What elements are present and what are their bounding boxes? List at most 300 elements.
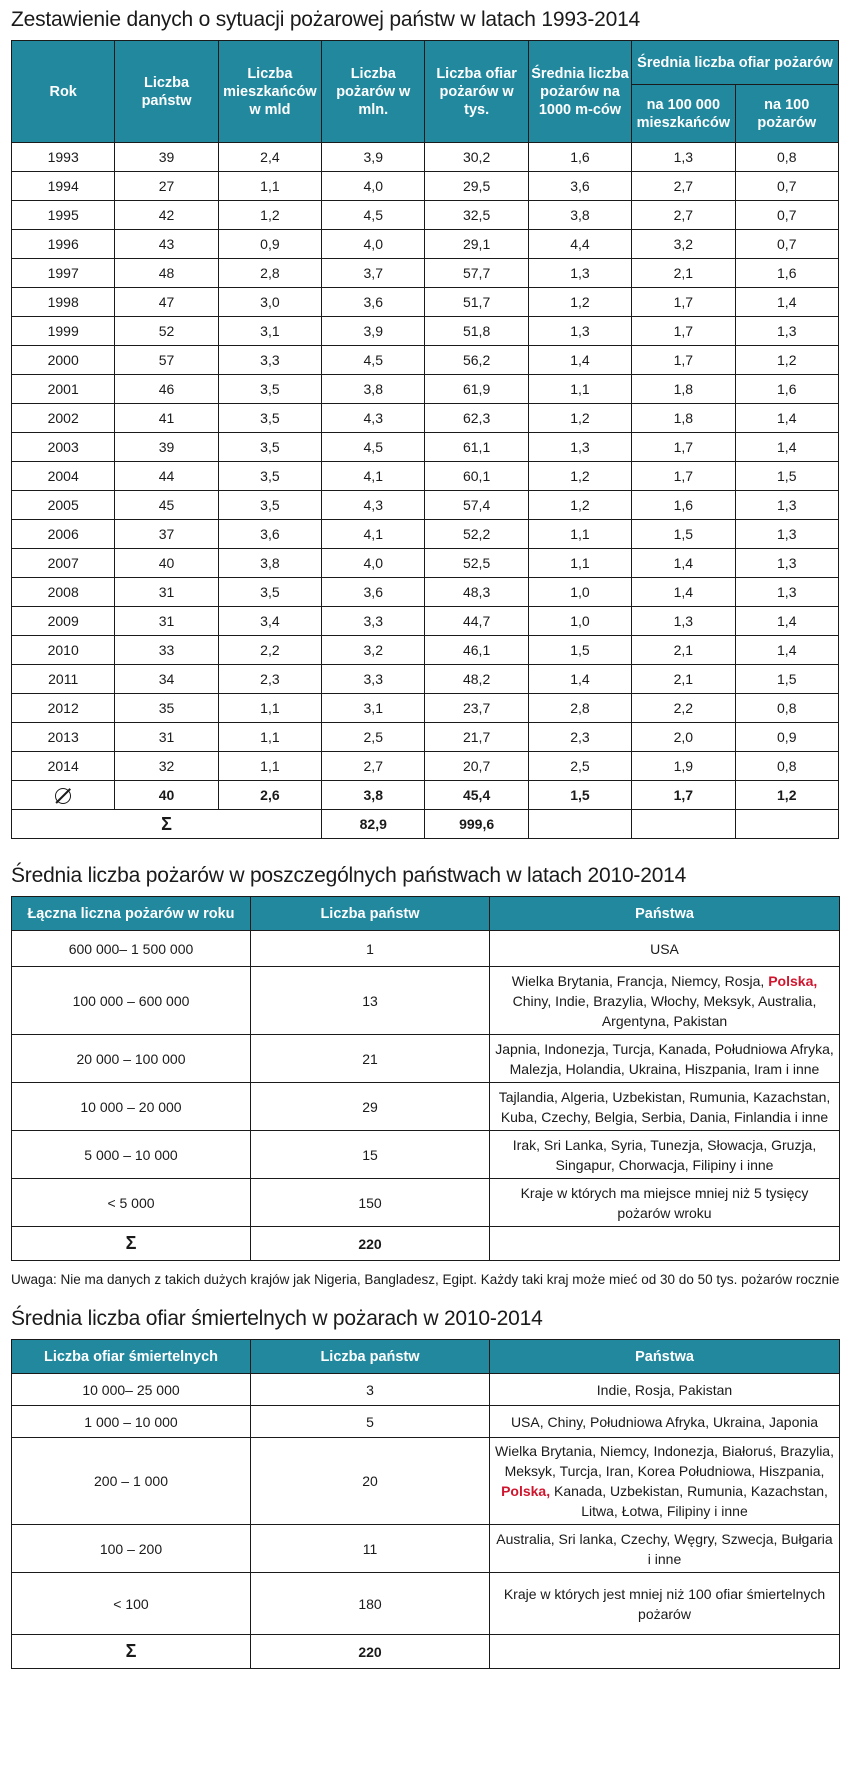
- fires-per-1000-cell: 2,5: [528, 752, 631, 781]
- victims-per-100-fires-cell: 0,8: [735, 143, 838, 172]
- year-cell: 2006: [12, 520, 115, 549]
- victims-per-100000-cell: 1,7: [632, 462, 735, 491]
- countries-cell: 52: [115, 317, 218, 346]
- average-symbol-icon: [55, 788, 71, 804]
- table-row: [12, 549, 839, 578]
- table-row: [12, 694, 839, 723]
- fires-cell: 4,0: [322, 549, 425, 578]
- highlight-country: Polska,: [501, 1483, 551, 1499]
- countries-list-cell: [490, 1573, 840, 1635]
- victims-cell: 44,7: [425, 607, 528, 636]
- header-liczba-panstw: Liczba państw: [251, 1340, 490, 1374]
- population-cell: 3,5: [218, 462, 321, 491]
- victims-cell: 52,5: [425, 549, 528, 578]
- fires-per-1000-cell: 2,3: [528, 723, 631, 752]
- sum-count: 220: [251, 1635, 490, 1669]
- average-cell: 45,4: [425, 781, 528, 810]
- table-row: [12, 931, 840, 967]
- sum-cell: 999,6: [425, 810, 528, 839]
- victims-per-100-fires-cell: 1,4: [735, 607, 838, 636]
- fires-per-1000-cell: 1,2: [528, 404, 631, 433]
- fires-cell: 4,3: [322, 404, 425, 433]
- fires-per-1000-cell: 1,4: [528, 346, 631, 375]
- fires-per-1000-cell: 1,3: [528, 259, 631, 288]
- year-cell: 1994: [12, 172, 115, 201]
- fires-per-1000-cell: 3,8: [528, 201, 631, 230]
- victims-cell: 51,8: [425, 317, 528, 346]
- countries-text: Japnia, Indonezja, Turcja, Kanada, Południowa Afryka, Malezja, Holandia, Ukraina, Hiszpania, Iram i inne: [495, 1040, 834, 1077]
- header-na-100: na 100 pożarów: [735, 85, 838, 143]
- fires-per-1000-cell: 1,1: [528, 549, 631, 578]
- countries-cell: 31: [115, 578, 218, 607]
- countries-cell: 31: [115, 723, 218, 752]
- victims-cell: 57,4: [425, 491, 528, 520]
- victims-per-100000-cell: 2,1: [632, 665, 735, 694]
- range-cell: < 100: [12, 1573, 251, 1635]
- table-row: [12, 288, 839, 317]
- population-cell: 3,5: [218, 404, 321, 433]
- fires-cell: 3,6: [322, 578, 425, 607]
- countries-cell: 42: [115, 201, 218, 230]
- year-cell: 1993: [12, 143, 115, 172]
- average-cell: 1,7: [632, 781, 735, 810]
- count-cell: 13: [251, 967, 490, 1035]
- countries-list-cell: [490, 931, 840, 967]
- average-cell: 40: [115, 781, 218, 810]
- victims-per-100000-cell: 1,9: [632, 752, 735, 781]
- victims-per-100-fires-cell: 1,3: [735, 549, 838, 578]
- victims-per-100000-cell: 1,7: [632, 288, 735, 317]
- population-cell: 3,1: [218, 317, 321, 346]
- victims-per-100000-cell: 1,7: [632, 433, 735, 462]
- countries-cell: 39: [115, 433, 218, 462]
- range-cell: 200 – 1 000: [12, 1438, 251, 1525]
- table-row: [12, 1406, 840, 1438]
- victims-per-100-fires-cell: 0,7: [735, 172, 838, 201]
- victims-per-100-fires-cell: 1,6: [735, 259, 838, 288]
- header-laczna-liczba: Łączna liczna pożarów w roku: [12, 897, 251, 931]
- population-cell: 2,2: [218, 636, 321, 665]
- fires-per-1000-cell: 1,0: [528, 578, 631, 607]
- sum-row: [12, 1635, 840, 1669]
- countries-text: Kanada, Uzbekistan, Rumunia, Kazachstan, Litwa, Łotwa, Filipiny i inne: [550, 1483, 828, 1519]
- victims-per-100-fires-cell: 1,3: [735, 317, 838, 346]
- victims-cell: 21,7: [425, 723, 528, 752]
- fires-cell: 2,7: [322, 752, 425, 781]
- countries-list-cell: [490, 1374, 840, 1406]
- year-cell: 2011: [12, 665, 115, 694]
- header-na-100000: na 100 000 mieszkańców: [632, 85, 735, 143]
- countries-text: USA, Chiny, Południowa Afryka, Ukraina, Japonia: [510, 1413, 819, 1430]
- fires-cell: 3,7: [322, 259, 425, 288]
- header-liczba-panstw: Liczba państw: [251, 897, 490, 931]
- fires-per-1000-cell: 1,5: [528, 636, 631, 665]
- table-row: [12, 1131, 840, 1179]
- countries-list-cell: [490, 1179, 840, 1227]
- countries-text: Kraje w których jest mniej niż 100 ofiar śmiertelnych pożarów: [503, 1585, 826, 1622]
- fires-by-country-body: [12, 931, 840, 1227]
- victims-per-100000-cell: 2,1: [632, 259, 735, 288]
- header-srednia-ofiar: Średnia liczba ofiar pożarów: [632, 41, 839, 85]
- fires-by-country-table: [11, 896, 840, 1261]
- fires-per-1000-cell: 1,2: [528, 288, 631, 317]
- countries-list-cell: [490, 1525, 840, 1573]
- victims-per-100-fires-cell: 1,3: [735, 491, 838, 520]
- year-cell: 2003: [12, 433, 115, 462]
- year-cell: 2000: [12, 346, 115, 375]
- table-row: [12, 462, 839, 491]
- fires-cell: 4,5: [322, 201, 425, 230]
- population-cell: 2,3: [218, 665, 321, 694]
- year-cell: 2014: [12, 752, 115, 781]
- range-cell: 5 000 – 10 000: [12, 1131, 251, 1179]
- range-cell: 600 000– 1 500 000: [12, 931, 251, 967]
- countries-list-cell: [490, 1131, 840, 1179]
- population-cell: 1,1: [218, 723, 321, 752]
- countries-cell: 32: [115, 752, 218, 781]
- victims-per-100000-cell: 3,2: [632, 230, 735, 259]
- section1-title: Zestawienie danych o sytuacji pożarowej państw w latach 1993-2014: [11, 8, 641, 31]
- victims-cell: 62,3: [425, 404, 528, 433]
- table-row: [12, 1438, 840, 1525]
- victims-per-100-fires-cell: 1,4: [735, 636, 838, 665]
- average-cell: 3,8: [322, 781, 425, 810]
- victims-per-100-fires-cell: 1,6: [735, 375, 838, 404]
- countries-cell: 47: [115, 288, 218, 317]
- countries-text: Australia, Sri lanka, Czechy, Węgry, Szwecja, Bułgaria i inne: [496, 1530, 833, 1567]
- victims-cell: 56,2: [425, 346, 528, 375]
- fires-per-1000-cell: 1,1: [528, 375, 631, 404]
- year-cell: 2004: [12, 462, 115, 491]
- table-row: [12, 1179, 840, 1227]
- victims-cell: 61,1: [425, 433, 528, 462]
- sum-symbol: Σ: [12, 1635, 251, 1669]
- fires-per-1000-cell: 1,2: [528, 491, 631, 520]
- fires-per-1000-cell: 1,1: [528, 520, 631, 549]
- countries-text: Chiny, Indie, Brazylia, Włochy, Meksyk, Australia, Argentyna, Pakistan: [512, 992, 817, 1029]
- table-row: [12, 607, 839, 636]
- header-mieszkancow: Liczba mieszkańców w mld: [218, 41, 321, 143]
- average-row: [12, 781, 839, 810]
- count-cell: 3: [251, 1374, 490, 1406]
- population-cell: 1,1: [218, 172, 321, 201]
- countries-cell: 31: [115, 607, 218, 636]
- fires-cell: 3,6: [322, 288, 425, 317]
- countries-cell: 40: [115, 549, 218, 578]
- victims-per-100-fires-cell: 0,8: [735, 694, 838, 723]
- header-liczba-panstw: Liczba państw: [115, 41, 218, 143]
- table-row: [12, 1083, 840, 1131]
- victims-per-100-fires-cell: 1,2: [735, 346, 838, 375]
- population-cell: 3,5: [218, 578, 321, 607]
- fires-per-1000-cell: 3,6: [528, 172, 631, 201]
- range-cell: 10 000– 25 000: [12, 1374, 251, 1406]
- fire-statistics-table: [11, 40, 839, 839]
- countries-cell: 37: [115, 520, 218, 549]
- countries-cell: 33: [115, 636, 218, 665]
- table-row: [12, 201, 839, 230]
- year-cell: 1999: [12, 317, 115, 346]
- table-row: [12, 723, 839, 752]
- year-cell: 1997: [12, 259, 115, 288]
- table-row: [12, 1525, 840, 1573]
- fires-per-1000-cell: 2,8: [528, 694, 631, 723]
- victims-per-100000-cell: 1,8: [632, 404, 735, 433]
- header-ofiar: Liczba ofiar pożarów w tys.: [425, 41, 528, 143]
- victims-per-100000-cell: 2,2: [632, 694, 735, 723]
- table-row: [12, 578, 839, 607]
- range-cell: 20 000 – 100 000: [12, 1035, 251, 1083]
- countries-list-cell: [490, 967, 840, 1035]
- victims-per-100000-cell: 1,3: [632, 607, 735, 636]
- victims-per-100000-cell: 1,4: [632, 578, 735, 607]
- header-srednia-pozarow: Średnia liczba pożarów na 1000 m-ców: [528, 41, 631, 143]
- section3-title: Średnia liczba ofiar śmiertelnych w pożarach w 2010-2014: [11, 1307, 543, 1330]
- year-cell: 2002: [12, 404, 115, 433]
- victims-per-100-fires-cell: 1,4: [735, 404, 838, 433]
- fires-cell: 4,5: [322, 346, 425, 375]
- victims-per-100000-cell: 1,6: [632, 491, 735, 520]
- victims-cell: 48,3: [425, 578, 528, 607]
- sum-symbol: Σ: [12, 1227, 251, 1261]
- fires-per-1000-cell: 4,4: [528, 230, 631, 259]
- table-row: [12, 752, 839, 781]
- fires-per-1000-cell: 1,4: [528, 665, 631, 694]
- victims-per-100-fires-cell: 1,5: [735, 665, 838, 694]
- victims-per-100-fires-cell: 0,8: [735, 752, 838, 781]
- victims-per-100-fires-cell: 1,4: [735, 433, 838, 462]
- fires-per-1000-cell: 1,3: [528, 433, 631, 462]
- table-row: [12, 433, 839, 462]
- countries-cell: 43: [115, 230, 218, 259]
- range-cell: < 5 000: [12, 1179, 251, 1227]
- victims-cell: 51,7: [425, 288, 528, 317]
- count-cell: 5: [251, 1406, 490, 1438]
- table-row: [12, 636, 839, 665]
- table-row: [12, 404, 839, 433]
- year-cell: 1998: [12, 288, 115, 317]
- count-cell: 1: [251, 931, 490, 967]
- fires-cell: 3,9: [322, 143, 425, 172]
- fires-cell: 4,0: [322, 230, 425, 259]
- victims-cell: 57,7: [425, 259, 528, 288]
- fire-statistics-body: [12, 143, 839, 781]
- victims-per-100-fires-cell: 1,4: [735, 288, 838, 317]
- population-cell: 3,3: [218, 346, 321, 375]
- fires-cell: 4,1: [322, 520, 425, 549]
- year-cell: 2012: [12, 694, 115, 723]
- victims-cell: 52,2: [425, 520, 528, 549]
- header-liczba-ofiar: Liczba ofiar śmiertelnych: [12, 1340, 251, 1374]
- victims-per-100000-cell: 1,4: [632, 549, 735, 578]
- count-cell: 20: [251, 1438, 490, 1525]
- year-cell: 2001: [12, 375, 115, 404]
- countries-text: Irak, Sri Lanka, Syria, Tunezja, Słowacja, Gruzja, Singapur, Chorwacja, Filipiny i inne: [512, 1136, 817, 1173]
- victims-per-100000-cell: 1,3: [632, 143, 735, 172]
- header-rok: Rok: [12, 41, 115, 143]
- count-cell: 150: [251, 1179, 490, 1227]
- year-cell: 2013: [12, 723, 115, 752]
- countries-cell: 44: [115, 462, 218, 491]
- fatalities-by-country-body: [12, 1374, 840, 1635]
- population-cell: 3,4: [218, 607, 321, 636]
- population-cell: 3,5: [218, 375, 321, 404]
- fires-cell: 4,5: [322, 433, 425, 462]
- range-cell: 100 – 200: [12, 1525, 251, 1573]
- victims-cell: 29,5: [425, 172, 528, 201]
- population-cell: 3,5: [218, 433, 321, 462]
- population-cell: 1,1: [218, 752, 321, 781]
- victims-cell: 46,1: [425, 636, 528, 665]
- table-row: [12, 317, 839, 346]
- fires-cell: 3,2: [322, 636, 425, 665]
- population-cell: 1,1: [218, 694, 321, 723]
- countries-cell: 45: [115, 491, 218, 520]
- table-row: [12, 230, 839, 259]
- population-cell: 1,2: [218, 201, 321, 230]
- fatalities-by-country-table: [11, 1339, 840, 1669]
- population-cell: 3,8: [218, 549, 321, 578]
- fires-cell: 3,8: [322, 375, 425, 404]
- table-row: [12, 520, 839, 549]
- table-row: [12, 375, 839, 404]
- countries-cell: 57: [115, 346, 218, 375]
- countries-text: Kraje w których ma miejsce mniej niż 5 tysięcy pożarów wroku: [520, 1184, 809, 1221]
- table-row: [12, 967, 840, 1035]
- fires-cell: 4,3: [322, 491, 425, 520]
- population-cell: 3,5: [218, 491, 321, 520]
- countries-cell: 46: [115, 375, 218, 404]
- sum-row: [12, 810, 839, 839]
- population-cell: 3,0: [218, 288, 321, 317]
- countries-list-cell: [490, 1035, 840, 1083]
- countries-text: Tajlandia, Algeria, Uzbekistan, Rumunia, Kazachstan, Kuba, Czechy, Belgia, Serbia, Dania, Finlandia i inne: [498, 1088, 831, 1125]
- fires-cell: 3,9: [322, 317, 425, 346]
- year-cell: 2008: [12, 578, 115, 607]
- victims-per-100000-cell: 2,0: [632, 723, 735, 752]
- victims-per-100-fires-cell: 0,7: [735, 230, 838, 259]
- year-cell: 2009: [12, 607, 115, 636]
- year-cell: 1996: [12, 230, 115, 259]
- victims-cell: 23,7: [425, 694, 528, 723]
- victims-per-100-fires-cell: 1,3: [735, 578, 838, 607]
- victims-cell: 60,1: [425, 462, 528, 491]
- population-cell: 2,8: [218, 259, 321, 288]
- table-row: [12, 665, 839, 694]
- countries-text: Wielka Brytania, Niemcy, Indonezja, Białoruś, Brazylia, Meksyk, Turcja, Iran, Korea Południowa, Hiszpania,: [495, 1443, 834, 1479]
- population-cell: 0,9: [218, 230, 321, 259]
- countries-cell: 48: [115, 259, 218, 288]
- victims-per-100000-cell: 1,7: [632, 317, 735, 346]
- victims-per-100000-cell: 2,7: [632, 172, 735, 201]
- average-cell: 1,5: [528, 781, 631, 810]
- average-cell: 1,2: [735, 781, 838, 810]
- average-cell: 2,6: [218, 781, 321, 810]
- table-row: [12, 346, 839, 375]
- table-row: [12, 491, 839, 520]
- year-cell: 2005: [12, 491, 115, 520]
- fires-cell: 4,1: [322, 462, 425, 491]
- sum-row: [12, 1227, 840, 1261]
- fires-per-1000-cell: 1,2: [528, 462, 631, 491]
- victims-cell: 29,1: [425, 230, 528, 259]
- year-cell: 2010: [12, 636, 115, 665]
- range-cell: 10 000 – 20 000: [12, 1083, 251, 1131]
- countries-cell: 41: [115, 404, 218, 433]
- table-row: [12, 1573, 840, 1635]
- victims-per-100000-cell: 1,8: [632, 375, 735, 404]
- countries-text: Indie, Rosja, Pakistan: [596, 1381, 733, 1398]
- victims-per-100000-cell: 2,7: [632, 201, 735, 230]
- victims-per-100-fires-cell: 1,3: [735, 520, 838, 549]
- victims-per-100-fires-cell: 0,9: [735, 723, 838, 752]
- header-pozarow: Liczba pożarów w mln.: [322, 41, 425, 143]
- sum-count: 220: [251, 1227, 490, 1261]
- header-panstwa: Państwa: [490, 1340, 840, 1374]
- table-row: [12, 259, 839, 288]
- victims-cell: 30,2: [425, 143, 528, 172]
- victims-per-100-fires-cell: 0,7: [735, 201, 838, 230]
- sum-symbol: Σ: [12, 810, 322, 839]
- fires-cell: 3,1: [322, 694, 425, 723]
- range-cell: 1 000 – 10 000: [12, 1406, 251, 1438]
- average-symbol: [12, 781, 115, 810]
- table-row: [12, 1035, 840, 1083]
- victims-per-100000-cell: 1,7: [632, 346, 735, 375]
- count-cell: 21: [251, 1035, 490, 1083]
- count-cell: 29: [251, 1083, 490, 1131]
- victims-cell: 61,9: [425, 375, 528, 404]
- countries-cell: 35: [115, 694, 218, 723]
- countries-text: Wielka Brytania, Francja, Niemcy, Rosja,: [511, 972, 769, 989]
- sum-cell: 82,9: [322, 810, 425, 839]
- countries-cell: 27: [115, 172, 218, 201]
- victims-cell: 32,5: [425, 201, 528, 230]
- population-cell: 3,6: [218, 520, 321, 549]
- count-cell: 11: [251, 1525, 490, 1573]
- year-cell: 1995: [12, 201, 115, 230]
- fires-cell: 3,3: [322, 607, 425, 636]
- victims-cell: 20,7: [425, 752, 528, 781]
- victims-per-100000-cell: 1,5: [632, 520, 735, 549]
- victims-cell: 48,2: [425, 665, 528, 694]
- table-row: [12, 143, 839, 172]
- table-row: [12, 1374, 840, 1406]
- count-cell: 15: [251, 1131, 490, 1179]
- fires-per-1000-cell: 1,6: [528, 143, 631, 172]
- fires-cell: 4,0: [322, 172, 425, 201]
- fires-cell: 2,5: [322, 723, 425, 752]
- header-panstwa: Państwa: [490, 897, 840, 931]
- countries-cell: 34: [115, 665, 218, 694]
- range-cell: 100 000 – 600 000: [12, 967, 251, 1035]
- countries-text: USA: [650, 940, 679, 957]
- countries-list-cell: [490, 1406, 840, 1438]
- countries-list-cell: [490, 1083, 840, 1131]
- fires-per-1000-cell: 1,0: [528, 607, 631, 636]
- highlight-country: Polska,: [768, 972, 818, 989]
- year-cell: 2007: [12, 549, 115, 578]
- population-cell: 2,4: [218, 143, 321, 172]
- victims-per-100000-cell: 2,1: [632, 636, 735, 665]
- section2-title: Średnia liczba pożarów w poszczególnych państwach w latach 2010-2014: [11, 864, 687, 887]
- fires-cell: 3,3: [322, 665, 425, 694]
- table-row: [12, 172, 839, 201]
- countries-cell: 39: [115, 143, 218, 172]
- victims-per-100-fires-cell: 1,5: [735, 462, 838, 491]
- note: Uwaga: Nie ma danych z takich dużych krajów jak Nigeria, Bangladesz, Egipt. Każdy taki kraj może mieć od 30 do 50 tys. pożarów rocznie: [11, 1272, 840, 1287]
- count-cell: 180: [251, 1573, 490, 1635]
